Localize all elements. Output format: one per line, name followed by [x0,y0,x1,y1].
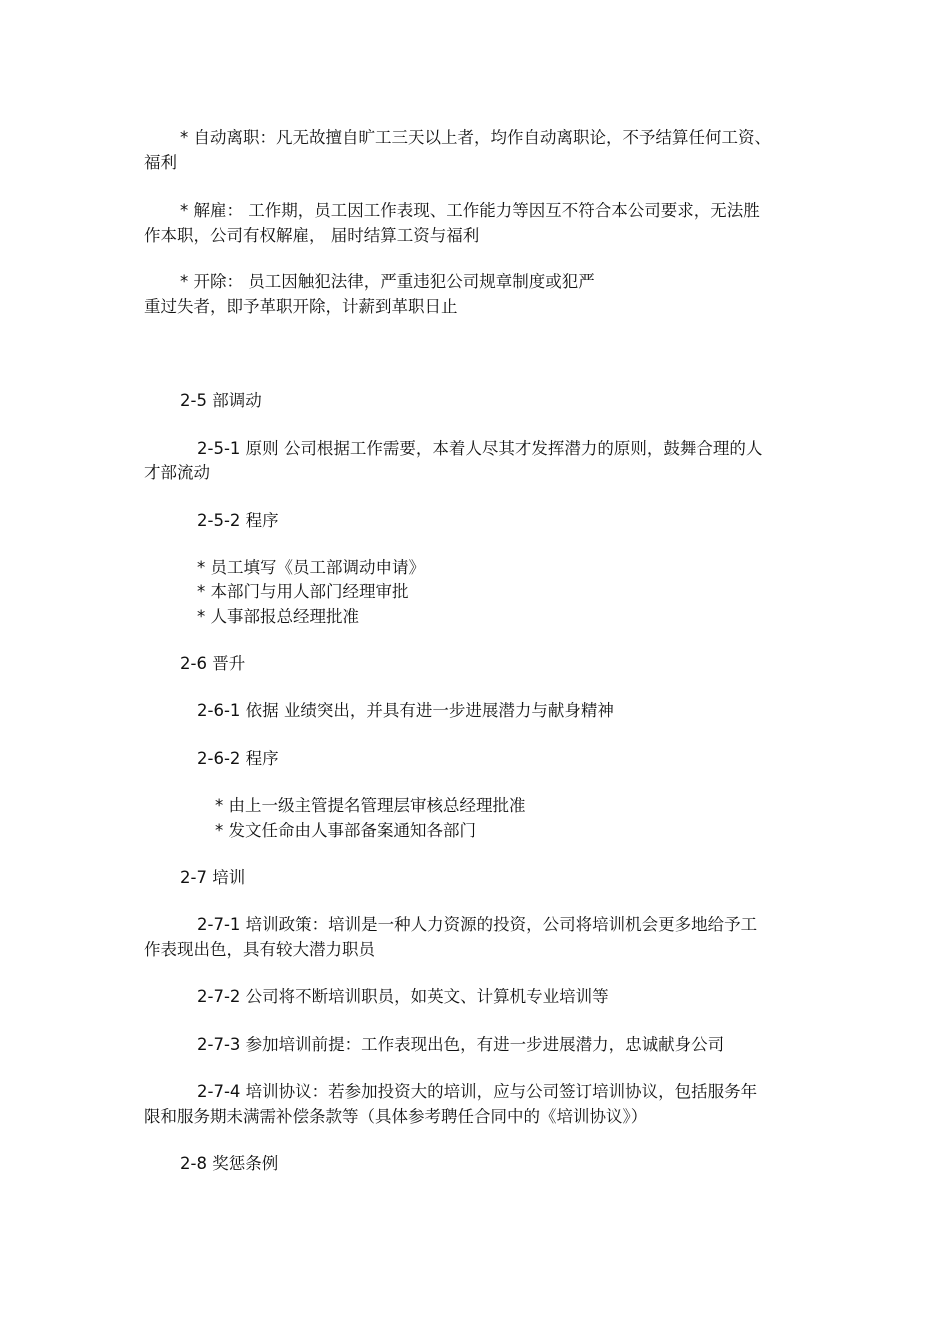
clause-2-7-2: 2-7-2 公司将不断培训职员，如英文、计算机专业培训等 [197,987,609,1006]
dismissal-line-1: * 解雇： 工作期，员工因工作表现、工作能力等因互不符合本公司要求，无法胜 [180,201,760,220]
clause-2-5-1-line-2: 才部流动 [144,463,210,482]
auto-resignation-line-2: 福利 [144,153,177,172]
clause-2-5-1-line-1: 2-5-1 原则 公司根据工作需要，本着人尽其才发挥潜力的原则，鼓舞合理的人 [197,439,763,458]
clause-2-7-3: 2-7-3 参加培训前提：工作表现出色，有进一步进展潜力，忠诚献身公司 [197,1035,725,1054]
list-item: * 人事部报总经理批准 [197,607,359,626]
section-heading-2-5: 2-5 部调动 [180,391,262,410]
clause-2-7-4-line-1: 2-7-4 培训协议：若参加投资大的培训，应与公司签订培训协议，包括服务年 [197,1082,758,1101]
clause-2-7-1-line-1: 2-7-1 培训政策：培训是一种人力资源的投资，公司将培训机会更多地给予工 [197,915,758,934]
clause-2-6-2: 2-6-2 程序 [197,749,279,768]
expulsion-line-1: * 开除： 员工因触犯法律，严重违犯公司规章制度或犯严 [180,272,595,291]
section-heading-2-7: 2-7 培训 [180,868,246,887]
list-item: * 由上一级主管提名管理层审核总经理批准 [215,796,526,815]
section-heading-2-6: 2-6 晋升 [180,654,246,673]
list-item: * 发文任命由人事部备案通知各部门 [215,821,476,840]
list-item: * 员工填写《员工部调动申请》 [197,558,425,577]
dismissal-line-2: 作本职，公司有权解雇， 届时结算工资与福利 [144,226,480,245]
clause-2-5-2: 2-5-2 程序 [197,511,279,530]
list-item: * 本部门与用人部门经理审批 [197,582,409,601]
clause-2-7-4-line-2: 限和服务期未满需补偿条款等（具体参考聘任合同中的《培训协议》） [144,1107,648,1126]
auto-resignation-line-1: * 自动离职：凡无故擅自旷工三天以上者，均作自动离职论，不予结算任何工资、 [180,128,771,147]
expulsion-line-2: 重过失者，即予革职开除，计薪到革职日止 [144,297,458,316]
clause-2-6-1: 2-6-1 依据 业绩突出，并具有进一步进展潜力与献身精神 [197,701,614,720]
section-heading-2-8: 2-8 奖惩条例 [180,1154,279,1173]
clause-2-7-1-line-2: 作表现出色，具有较大潜力职员 [144,940,375,959]
